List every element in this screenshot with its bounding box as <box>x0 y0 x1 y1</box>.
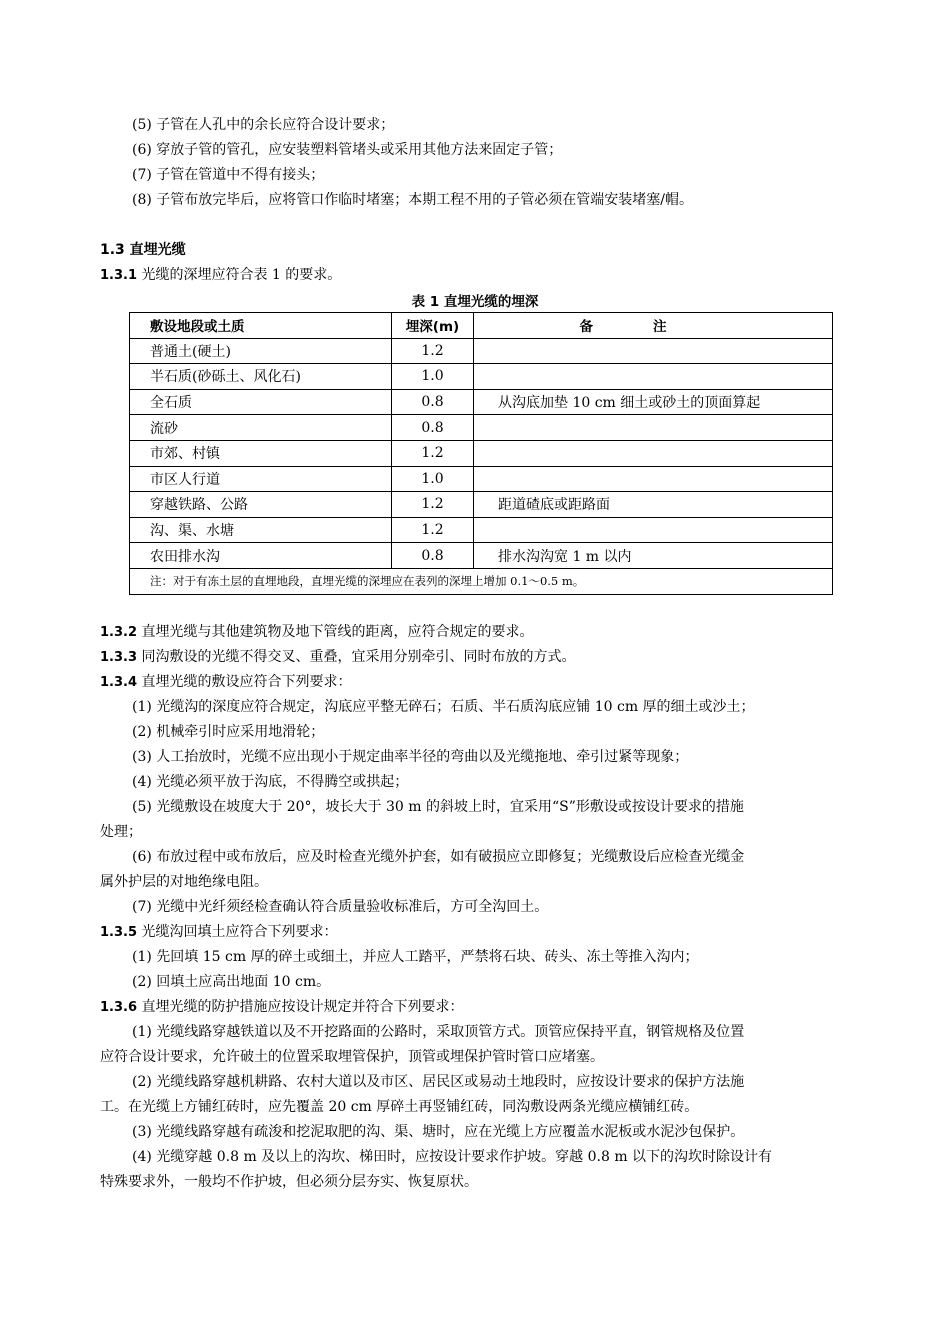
cell-remarks <box>474 415 833 441</box>
list-item: (1) 光缆沟的深度应符合规定，沟底应平整无碎石；石质、半石质沟底应铺 10 cm 厚的细土或沙土； <box>132 699 755 715</box>
clause-1-3-5 <box>100 922 337 942</box>
cell-depth: 0.8 <box>392 415 474 441</box>
list-item-7: (7) 子管在管道中不得有接头； <box>132 167 325 183</box>
clause-number: 1.3.2 <box>100 625 138 640</box>
cell-remarks: 从沟底加垫 10 cm 细土或砂土的顶面算起 <box>474 389 833 415</box>
clause-number: 1.3.1 <box>100 268 138 283</box>
clause-text: 光缆的深埋应符合表 1 的要求。 <box>137 267 342 283</box>
cell-remarks: 距道碴底或距路面 <box>474 492 833 518</box>
table-header-row <box>130 313 833 339</box>
table-row <box>130 543 833 569</box>
cell-terrain: 半石质(砂砾土、风化石) <box>130 364 392 390</box>
clause-text: 同沟敷设的光缆不得交叉、重叠，宜采用分别牵引、同时布放的方式。 <box>137 649 576 665</box>
cell-depth: 0.8 <box>392 389 474 415</box>
clause-number: 1.3.5 <box>100 925 138 940</box>
list-item: (3) 光缆线路穿越有疏浚和挖泥取肥的沟、渠、塘时，应在光缆上方应覆盖水泥板或水泥沙包保护。 <box>132 1124 745 1140</box>
cell-terrain: 市郊、村镇 <box>130 440 392 466</box>
clause-text: 直埋光缆的敷设应符合下列要求： <box>137 674 352 690</box>
cell-terrain: 农田排水沟 <box>130 543 392 569</box>
list-item: (1) 先回填 15 cm 厚的碎土或细土，并应人工踏平，严禁将石块、砖头、冻土等推入沟内； <box>132 949 699 965</box>
table-row <box>130 415 833 441</box>
cell-remarks <box>474 517 833 543</box>
cell-remarks <box>474 440 833 466</box>
clause-text: 直埋光缆与其他建筑物及地下管线的距离，应符合规定的要求。 <box>137 624 534 640</box>
clause-1-3-3 <box>100 647 575 667</box>
clause-number: 1.3.4 <box>100 675 138 690</box>
clause-text: 光缆沟回填土应符合下列要求： <box>137 924 338 940</box>
table-caption: 表 1 直埋光缆的埋深 <box>411 294 539 310</box>
list-item-continuation: 属外护层的对地绝缘电阻。 <box>100 874 268 890</box>
clause-number: 1.3.3 <box>100 650 138 665</box>
cell-depth: 1.0 <box>392 466 474 492</box>
table-row <box>130 338 833 364</box>
table-row <box>130 364 833 390</box>
cell-depth: 1.2 <box>392 517 474 543</box>
table-row <box>130 466 833 492</box>
table-row <box>130 517 833 543</box>
cell-terrain: 全石质 <box>130 389 392 415</box>
cell-terrain: 普通土(硬土) <box>130 338 392 364</box>
table-row <box>130 492 833 518</box>
list-item: (7) 光缆中光纤须经检查确认符合质量验收标准后，方可全沟回土。 <box>132 899 549 915</box>
list-item-continuation: 工。在光缆上方铺红砖时，应先覆盖 20 cm 厚碎土再竖铺红砖，同沟敷设两条光缆应横铺红砖。 <box>100 1099 699 1115</box>
cell-remarks <box>474 466 833 492</box>
list-item: (1) 光缆线路穿越铁道以及不开挖路面的公路时，采取顶管方式。顶管应保持平直，钢管规格及位置 <box>132 1024 745 1040</box>
clause-text: 直埋光缆的防护措施应按设计规定并符合下列要求： <box>137 999 464 1015</box>
cell-terrain: 流砂 <box>130 415 392 441</box>
cell-terrain: 沟、渠、水塘 <box>130 517 392 543</box>
cell-terrain: 穿越铁路、公路 <box>130 492 392 518</box>
burial-depth-table <box>129 312 833 595</box>
cell-remarks <box>474 364 833 390</box>
table-row <box>130 389 833 415</box>
list-item: (2) 回填土应高出地面 10 cm。 <box>132 974 331 990</box>
list-item-continuation: 应符合设计要求，允许破土的位置采取埋管保护，顶管或埋保护管时管口应堵塞。 <box>100 1049 604 1065</box>
table-row <box>130 440 833 466</box>
cell-depth: 1.2 <box>392 492 474 518</box>
list-item: (4) 光缆穿越 0.8 m 及以上的沟坎、梯田时，应按设计要求作护坡。穿越 0.8 m 以下的沟坎时除设计有 <box>132 1149 773 1165</box>
list-item: (2) 机械牵引时应采用地滑轮； <box>132 724 325 740</box>
list-item: (3) 人工抬放时，光缆不应出现小于规定曲率半径的弯曲以及光缆拖地、牵引过紧等现象； <box>132 749 689 765</box>
list-item: (2) 光缆线路穿越机耕路、农村大道以及市区、居民区或易动土地段时，应按设计要求的保护方法施 <box>132 1074 745 1090</box>
list-item: (5) 光缆敷设在坡度大于 20°，坡长大于 30 m 的斜坡上时，宜采用“S”形敷设或按设计要求的措施 <box>132 799 744 815</box>
table-note: 注：对于有冻土层的直埋地段，直埋光缆的深埋应在表列的深埋上增加 0.1～0.5 m。 <box>130 568 833 594</box>
list-item: (4) 光缆必须平放于沟底，不得腾空或拱起； <box>132 774 409 790</box>
list-item-continuation: 特殊要求外，一般均不作护坡，但必须分层夯实、恢复原状。 <box>100 1174 478 1190</box>
header-depth: 埋深(m) <box>392 313 474 339</box>
clause-1-3-6 <box>100 997 463 1017</box>
cell-remarks <box>474 338 833 364</box>
header-remarks: 备注 <box>474 313 833 339</box>
header-terrain: 敷设地段或土质 <box>130 313 392 339</box>
cell-depth: 0.8 <box>392 543 474 569</box>
cell-depth: 1.2 <box>392 440 474 466</box>
section-heading: 1.3 直埋光缆 <box>100 242 186 258</box>
clause-1-3-4 <box>100 672 351 692</box>
list-item-5: (5) 子管在人孔中的余长应符合设计要求； <box>132 117 395 133</box>
clause-1-3-2 <box>100 622 533 642</box>
list-item-continuation: 处理； <box>100 824 142 840</box>
cell-terrain: 市区人行道 <box>130 466 392 492</box>
clause-number: 1.3.6 <box>100 1000 138 1015</box>
cell-remarks: 排水沟沟宽 1 m 以内 <box>474 543 833 569</box>
list-item: (6) 布放过程中或布放后，应及时检查光缆外护套，如有破损应立即修复；光缆敷设后应检查光缆金 <box>132 849 745 865</box>
list-item-8: (8) 子管布放完毕后，应将管口作临时堵塞；本期工程不用的子管必须在管端安装堵塞/帽。 <box>132 192 693 208</box>
clause-1-3-1 <box>100 265 341 285</box>
list-item-6: (6) 穿放子管的管孔，应安装塑料管堵头或采用其他方法来固定子管； <box>132 142 563 158</box>
cell-depth: 1.2 <box>392 338 474 364</box>
cell-depth: 1.0 <box>392 364 474 390</box>
table-note-row <box>130 568 833 594</box>
